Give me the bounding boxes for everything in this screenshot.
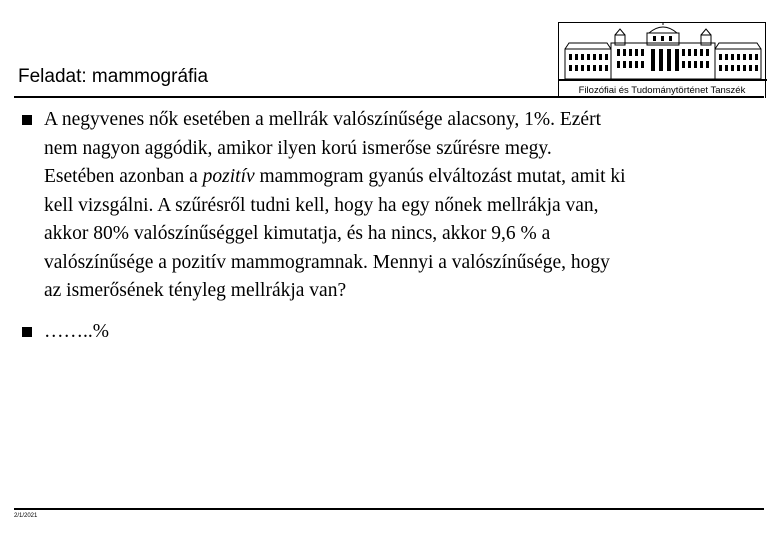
bullet-list — [18, 106, 768, 358]
bullet-item-problem — [18, 106, 768, 306]
bullet-item-answer — [18, 318, 768, 347]
answer-placeholder: ……..% — [44, 320, 109, 342]
square-bullet-icon — [22, 115, 32, 125]
problem-text-part2: mammogram gyanús elváltozást mutat, amit ki kell vizsgálni. A szűrésről tudni kell, hogy ha egy nőnek mellrákja van, akkor 80% valószínűséggel kimutatja, és ha nincs, akkor 9,6 % a valószínűsége a pozitív mammogramnak. Mennyi a valószínűsége, hogy az ismerősének tényleg mellrákja van? — [44, 166, 626, 301]
problem-text-emphasis: pozitív — [202, 166, 255, 187]
problem-text-part1: A negyvenes nők esetében a mellrák valószínűsége alacsony, 1%. Ezért nem nagyon aggódik, amikor ilyen korú ismerőse szűrésre megy. Esetében azonban a — [44, 109, 601, 187]
header-divider — [14, 96, 764, 98]
square-bullet-icon — [22, 327, 32, 337]
footer-date: 2/1/2021 — [14, 513, 38, 519]
university-logo — [558, 22, 766, 98]
building-illustration — [559, 23, 767, 85]
problem-text — [44, 106, 768, 306]
logo-caption: Filozófiai és Tudománytörténet Tanszék — [578, 85, 746, 96]
footer-divider — [14, 508, 764, 510]
slide-title: Feladat: mammográfia — [18, 66, 209, 87]
